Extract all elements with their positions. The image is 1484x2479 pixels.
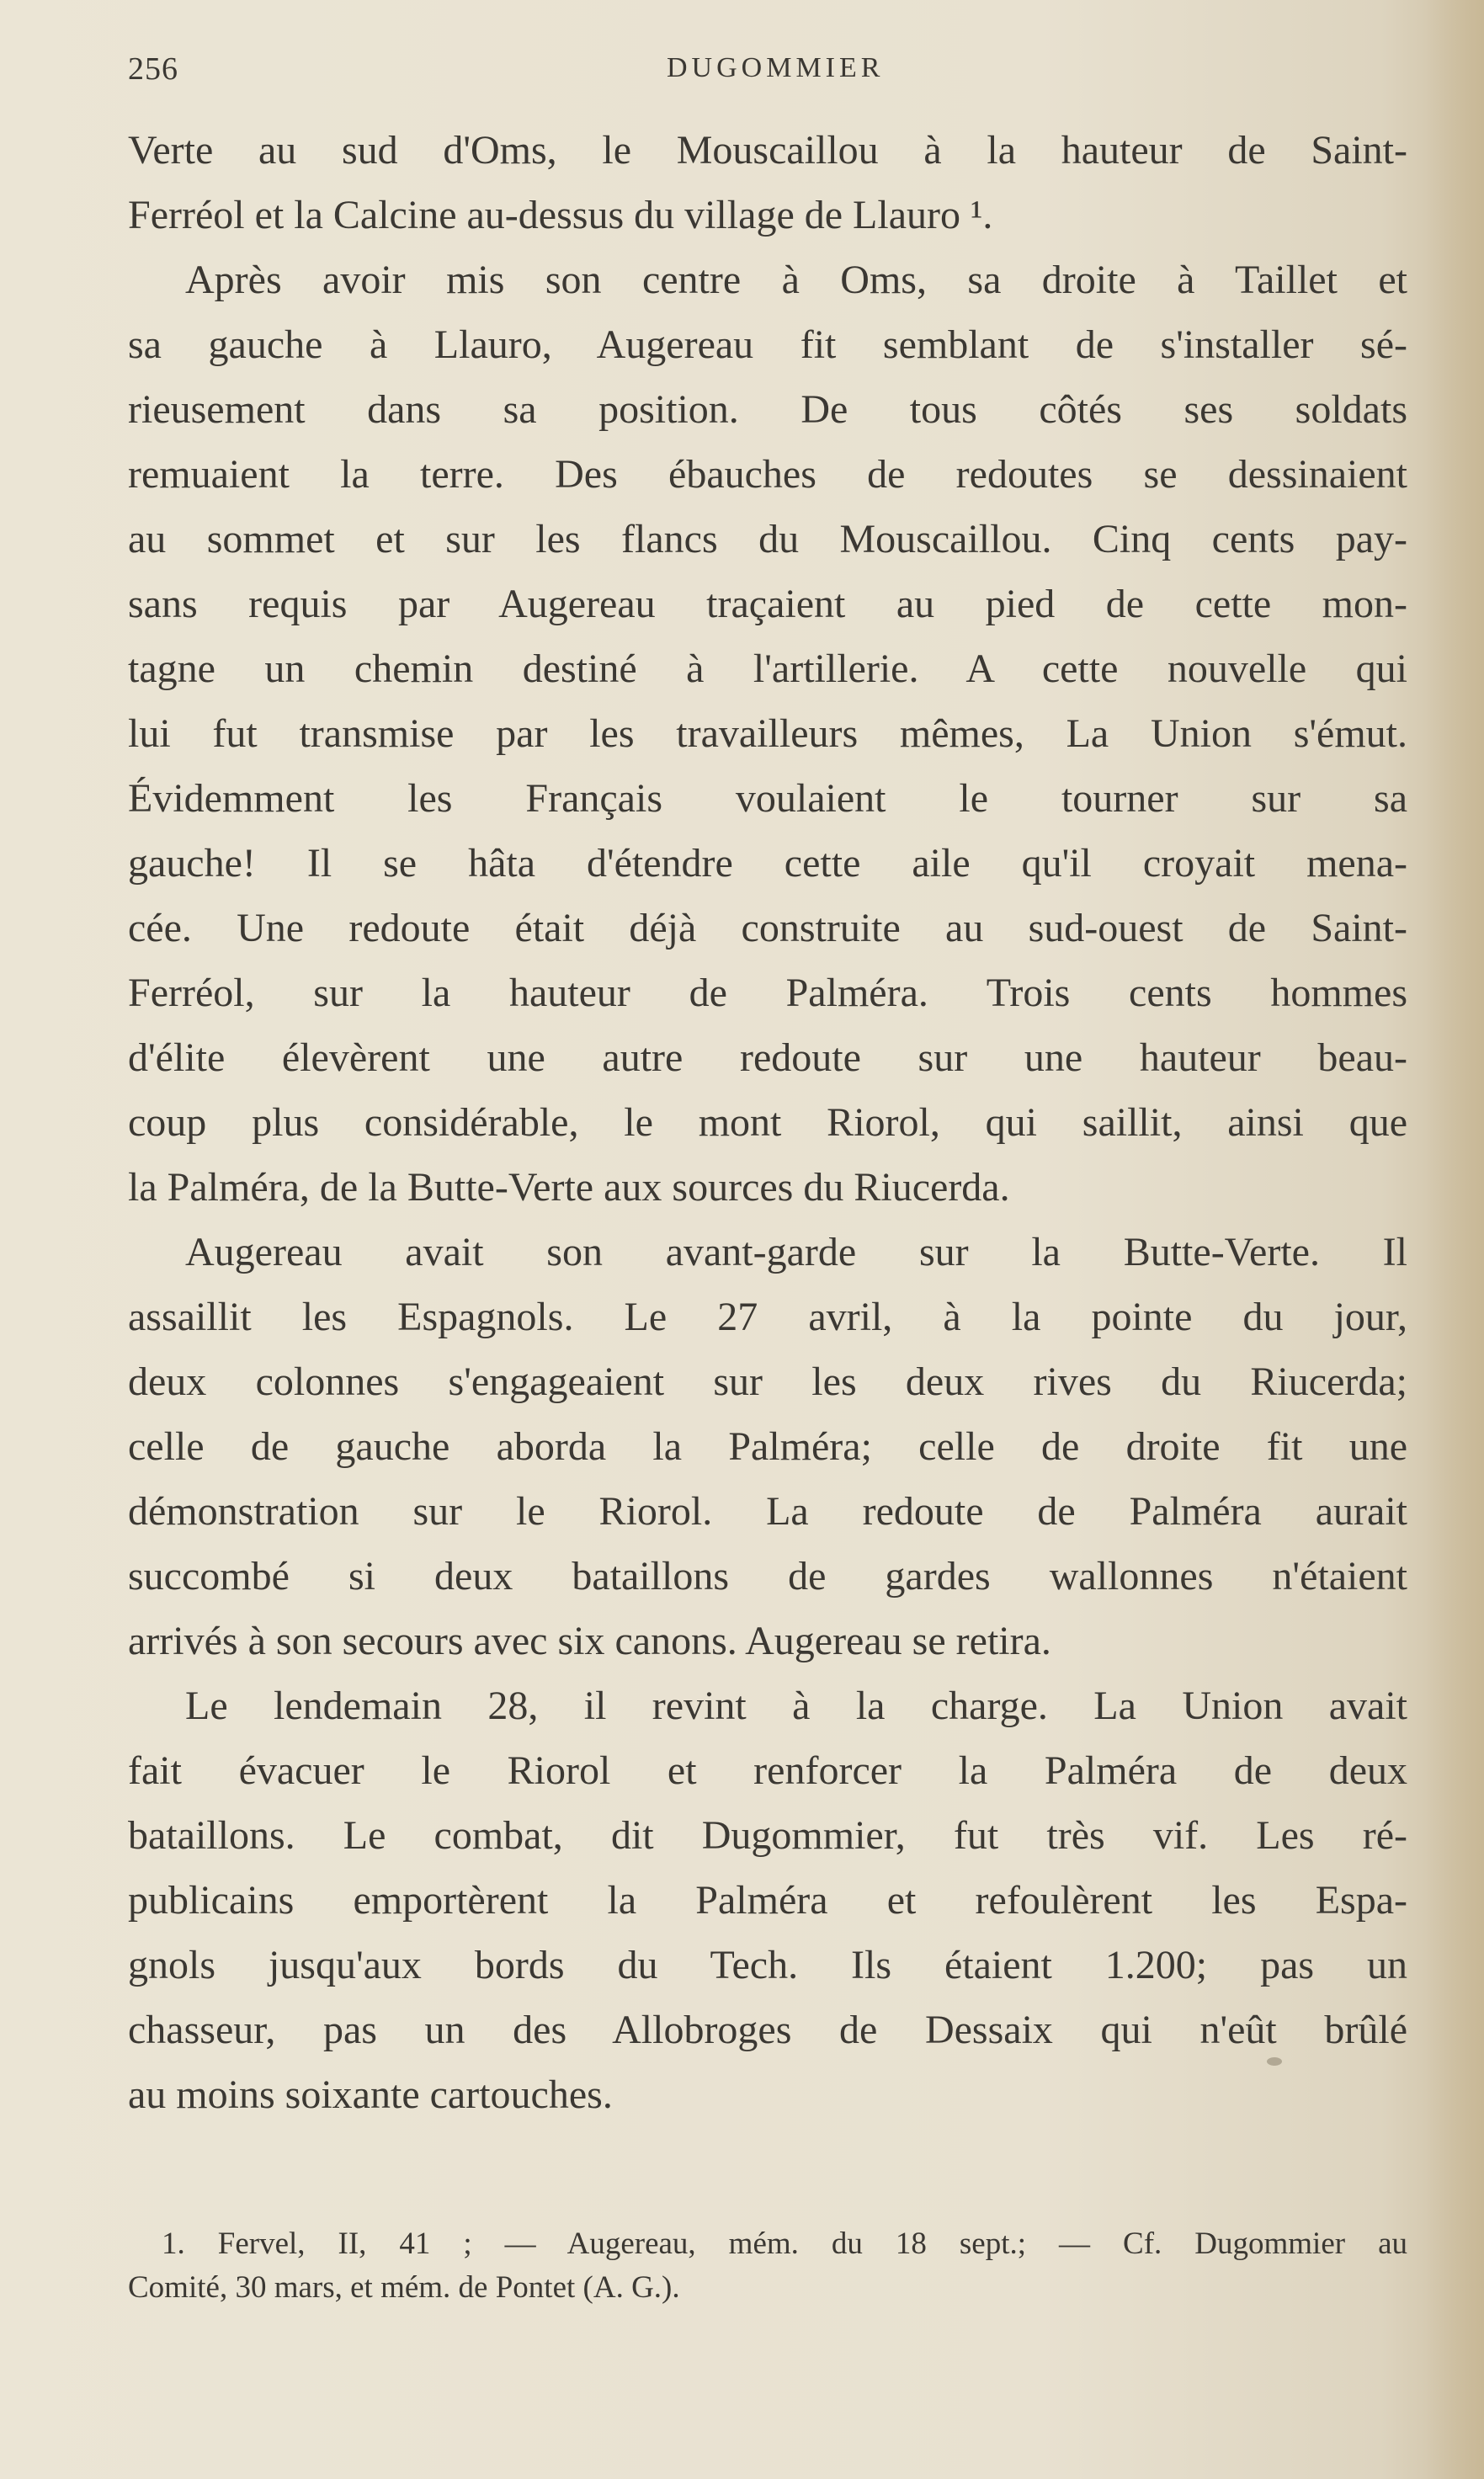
text-line: coup plus considérable, le mont Riorol, qui saillit, ainsi que: [128, 1100, 1407, 1145]
footnotes: [128, 2222, 1407, 2310]
text-line: succombé si deux bataillons de gardes wallonnes n'étaient: [128, 1554, 1407, 1599]
text-line: Ferréol et la Calcine au-dessus du village de Llauro ¹.: [128, 193, 993, 237]
text-line: lui fut transmise par les travailleurs mêmes, La Union s'émut.: [128, 711, 1407, 756]
text-line: démonstration sur le Riorol. La redoute de Palméra aurait: [128, 1489, 1407, 1534]
text-line: Augereau avait son avant-garde sur la Butte-Verte. Il: [185, 1230, 1407, 1274]
text-line: sa gauche à Llauro, Augereau fit semblant de s'installer sé-: [128, 322, 1407, 367]
text-line: rieusement dans sa position. De tous côtés ses soldats: [128, 387, 1407, 432]
text-line: cée. Une redoute était déjà construite au sud-ouest de Saint-: [128, 906, 1407, 950]
text-line: au moins soixante cartouches.: [128, 2072, 613, 2117]
text-line: chasseur, pas un des Allobroges de Dessaix qui n'eût brûlé: [128, 2008, 1407, 2052]
text-line: au sommet et sur les flancs du Mouscaillou. Cinq cents pay-: [128, 517, 1407, 561]
text-line: Verte au sud d'Oms, le Mouscaillou à la hauteur de Saint-: [128, 128, 1407, 173]
page-number: 256: [128, 51, 178, 87]
footnote-line: 1. Fervel, II, 41 ; — Augereau, mém. du 18 sept.; — Cf. Dugommier au: [162, 2226, 1407, 2261]
text-line: bataillons. Le combat, dit Dugommier, fut très vif. Les ré-: [128, 1813, 1407, 1858]
footnote-line: Comité, 30 mars, et mém. de Pontet (A. G.).: [128, 2270, 680, 2305]
page-header: [128, 51, 1407, 93]
text-line: publicains emportèrent la Palméra et refoulèrent les Espa-: [128, 1878, 1407, 1923]
text-line: celle de gauche aborda la Palméra; celle de droite fit une: [128, 1424, 1407, 1469]
page-edge-shadow: [1425, 0, 1484, 2479]
text-line: tagne un chemin destiné à l'artillerie. A cette nouvelle qui: [128, 646, 1407, 691]
text-line: la Palméra, de la Butte-Verte aux sources du Riucerda.: [128, 1165, 1010, 1210]
text-line: arrivés à son secours avec six canons. Augereau se retira.: [128, 1619, 1051, 1663]
text-line: deux colonnes s'engageaient sur les deux rives du Riucerda;: [128, 1359, 1407, 1404]
text-line: Ferréol, sur la hauteur de Palméra. Trois cents hommes: [128, 971, 1407, 1015]
text-line: Le lendemain 28, il revint à la charge. La Union avait: [185, 1684, 1407, 1728]
text-line: fait évacuer le Riorol et renforcer la Palméra de deux: [128, 1748, 1407, 1793]
text-line: d'élite élevèrent une autre redoute sur une hauteur beau-: [128, 1035, 1407, 1080]
text-line: Après avoir mis son centre à Oms, sa droite à Taillet et: [185, 258, 1407, 302]
text-line: Évidemment les Français voulaient le tourner sur sa: [128, 776, 1407, 821]
text-line: assaillit les Espagnols. Le 27 avril, à la pointe du jour,: [128, 1295, 1407, 1339]
ink-spot: [1267, 2057, 1282, 2066]
text-line: remuaient la terre. Des ébauches de redoutes se dessinaient: [128, 452, 1407, 497]
running-head: DUGOMMIER: [667, 52, 885, 83]
text-line: gauche! Il se hâta d'étendre cette aile qu'il croyait mena-: [128, 841, 1407, 886]
text-line: sans requis par Augereau traçaient au pied de cette mon-: [128, 582, 1407, 626]
body-text: [128, 118, 1407, 2127]
text-line: gnols jusqu'aux bords du Tech. Ils étaient 1.200; pas un: [128, 1943, 1407, 1987]
